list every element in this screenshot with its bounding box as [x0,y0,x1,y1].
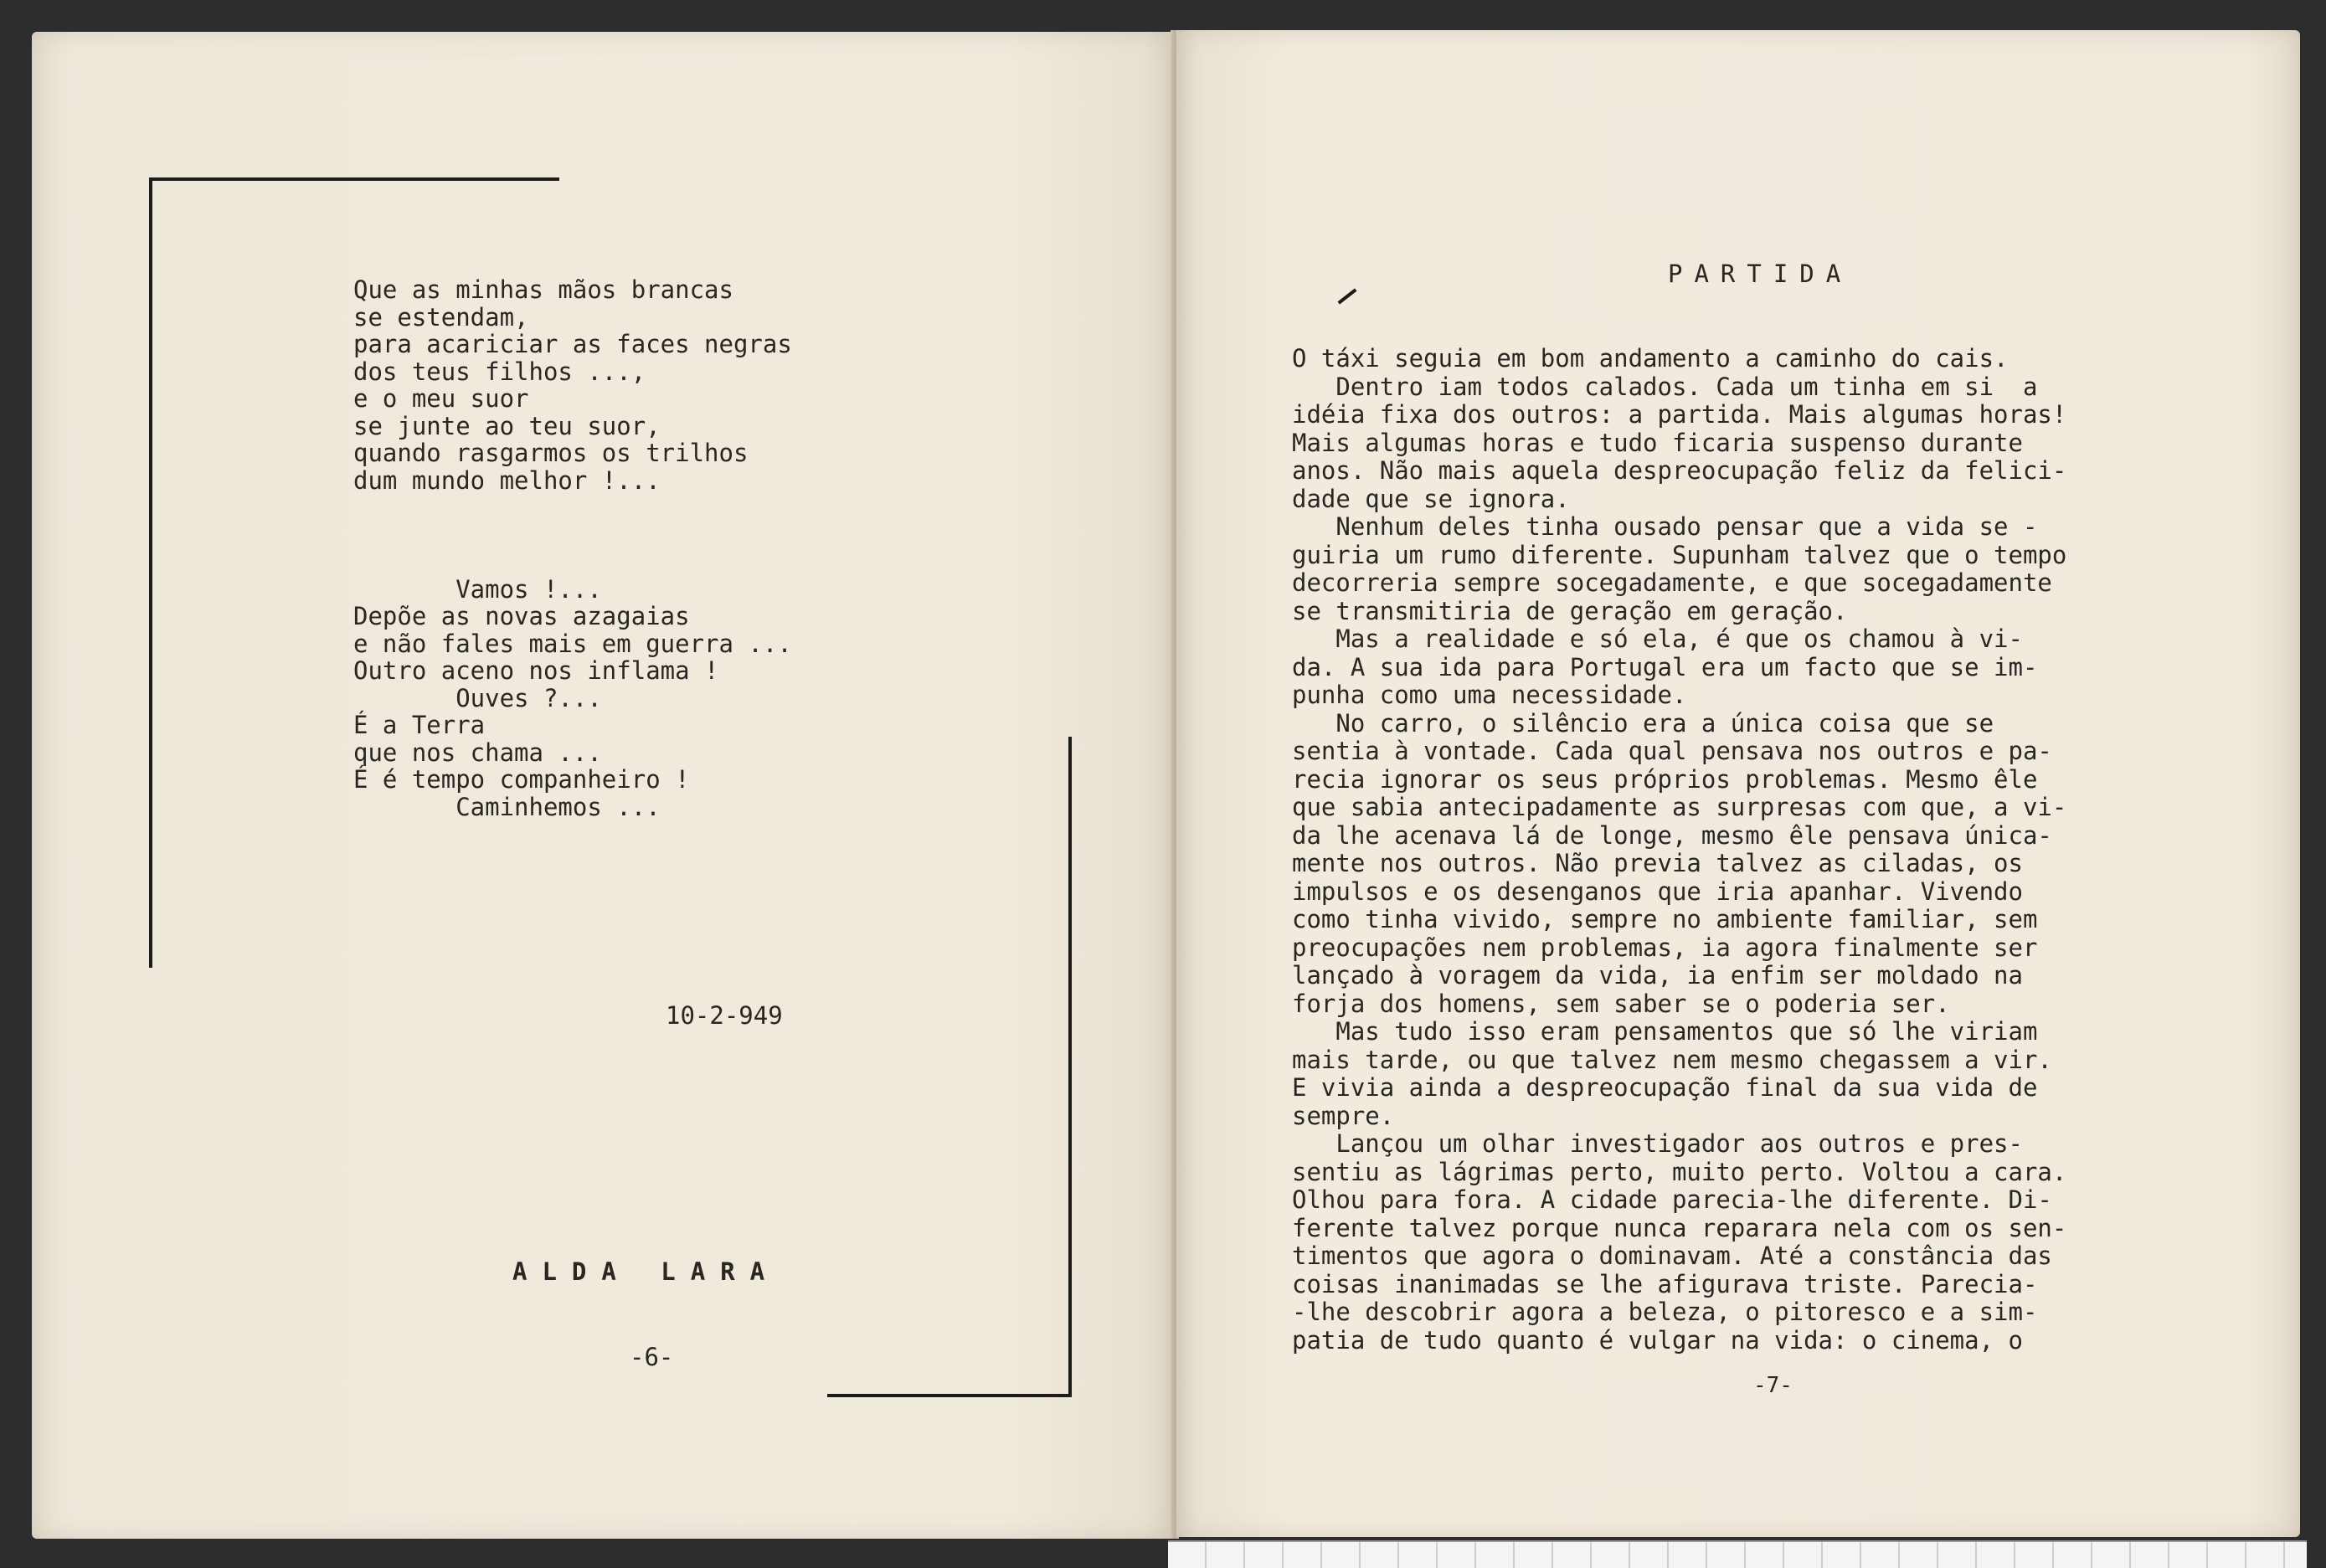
story-body [1292,345,2066,1355]
story-line: da lhe acenava lá de longe, mesmo êle pensava única- [1292,820,2052,850]
poem-line: É a Terra [353,711,486,739]
poem-line: Vamos !... [353,574,602,604]
poem-line: Depõe as novas azagaias [353,602,690,630]
story-line: impulsos e os desenganos que iria apanhar. Vivendo [1292,877,2023,906]
poem-line: Outro aceno nos inflama ! [353,656,719,685]
story-line: No carro, o silêncio era a única coisa que se [1292,708,1994,738]
story-line: sempre. [1292,1101,1395,1130]
poem-line: quando rasgarmos os trilhos [353,439,749,467]
poem-line: e o meu suor [353,384,529,413]
poem-line: que nos chama ... [353,738,602,767]
story-line: dade que se ignora. [1292,484,1570,513]
poem-line: Caminhemos ... [353,792,661,821]
story-line: -lhe descobrir agora a beleza, o pitoresco e a sim- [1292,1298,2038,1326]
poem-line: Ouves ?... [353,683,602,712]
poem-line: dos teus filhos ..., [353,357,646,386]
story-line: Mas a realidade e só ela, é que os chamou à vi- [1292,625,2023,653]
poem-line: se junte ao teu suor, [353,411,661,440]
story-line: coisas inanimadas se lhe afigurava triste. Parecia- [1292,1269,2038,1298]
story-line: Lançou um olhar investigador aos outros e pres- [1292,1129,2023,1158]
page-number-right: -7- [1753,1373,1793,1398]
story-line: forja dos homens, sem saber se o poderia ser. [1292,989,1950,1018]
story-line: decorreria sempre socegadamente, e que socegadamente [1292,568,2052,597]
story-line: preocupações nem problemas, ia agora finalmente ser [1292,933,2038,962]
poem-line: É é tempo companheiro ! [353,765,690,794]
story-line: lançado à voragem da vida, ia enfim ser moldado na [1292,961,2023,990]
poem-line [353,548,792,576]
poem-date: 10-2-949 [666,1001,783,1030]
story-title: PARTIDA [1668,260,1853,288]
story-line: sentiu as lágrimas perto, muito perto. Voltou a cara. [1292,1157,2067,1186]
poem-line [353,494,792,522]
poem-line: dum mundo melhor !... [353,465,661,495]
poem-line: se estendam, [353,302,529,332]
story-line: Olhou para fora. A cidade parecia-lhe diferente. Di- [1292,1185,2052,1214]
story-line: O táxi seguia em bom andamento a caminho do cais. [1292,344,2009,373]
story-line: E vivia ainda a despreocupação final da sua vida de [1292,1073,2038,1102]
frame-top-line [151,177,559,181]
page-number-left: -6- [630,1343,674,1371]
story-line: idéia fixa dos outros: a partida. Mais algumas horas! [1292,400,2067,429]
story-line: recia ignorar os seus próprios problemas. Mesmo êle [1292,764,2038,794]
story-line: Mais algumas horas e tudo ficaria suspenso durante [1292,428,2023,457]
story-line: como tinha vivido, sempre no ambiente familiar, sem [1292,905,2038,933]
story-line: Dentro iam todos calados. Cada um tinha em si a [1292,372,2038,401]
story-line: Nenhum deles tinha ousado pensar que a vida se - [1292,512,2038,541]
story-line: Mas tudo isso eram pensamentos que só lhe viriam [1292,1017,2038,1046]
story-line: anos. Não mais aquela despreocupação feliz da felici- [1292,456,2067,485]
story-line: mais tarde, ou que talvez nem mesmo chegassem a vir. [1292,1045,2052,1074]
story-line: da. A sua ida para Portugal era um facto que se im- [1292,652,2038,681]
poem-line [353,522,792,549]
frame-left-line [149,177,152,968]
story-line: punha como uma necessidade. [1292,681,1687,709]
frame-right-line [1068,737,1072,1396]
frame-bottom-line [827,1394,1072,1397]
story-line: patia de tudo quanto é vulgar na vida: o cinema, o [1292,1325,2023,1355]
poem-text [353,276,792,820]
story-line: se transmitiria de geração em geração. [1292,596,1848,625]
poem-line: para acariciar as faces negras [353,330,792,358]
story-line: guiria um rumo diferente. Supunham talvez que o tempo [1292,540,2067,569]
story-line: ferente talvez porque nunca reparara nela com os sen- [1292,1213,2067,1242]
author-name: ALDA LARA [512,1257,780,1286]
poem-line: Que as minhas mãos brancas [353,275,733,304]
story-line: que sabia antecipadamente as surpresas com que, a vi- [1292,793,2067,821]
scan-ruler [1168,1540,2307,1568]
story-line: timentos que agora o dominavam. Até a constância das [1292,1242,2052,1270]
story-line: sentia à vontade. Cada qual pensava nos outros e pa- [1292,737,2052,765]
story-line: mente nos outros. Não previa talvez as ciladas, os [1292,849,2023,877]
poem-line: e não fales mais em guerra ... [353,629,792,658]
